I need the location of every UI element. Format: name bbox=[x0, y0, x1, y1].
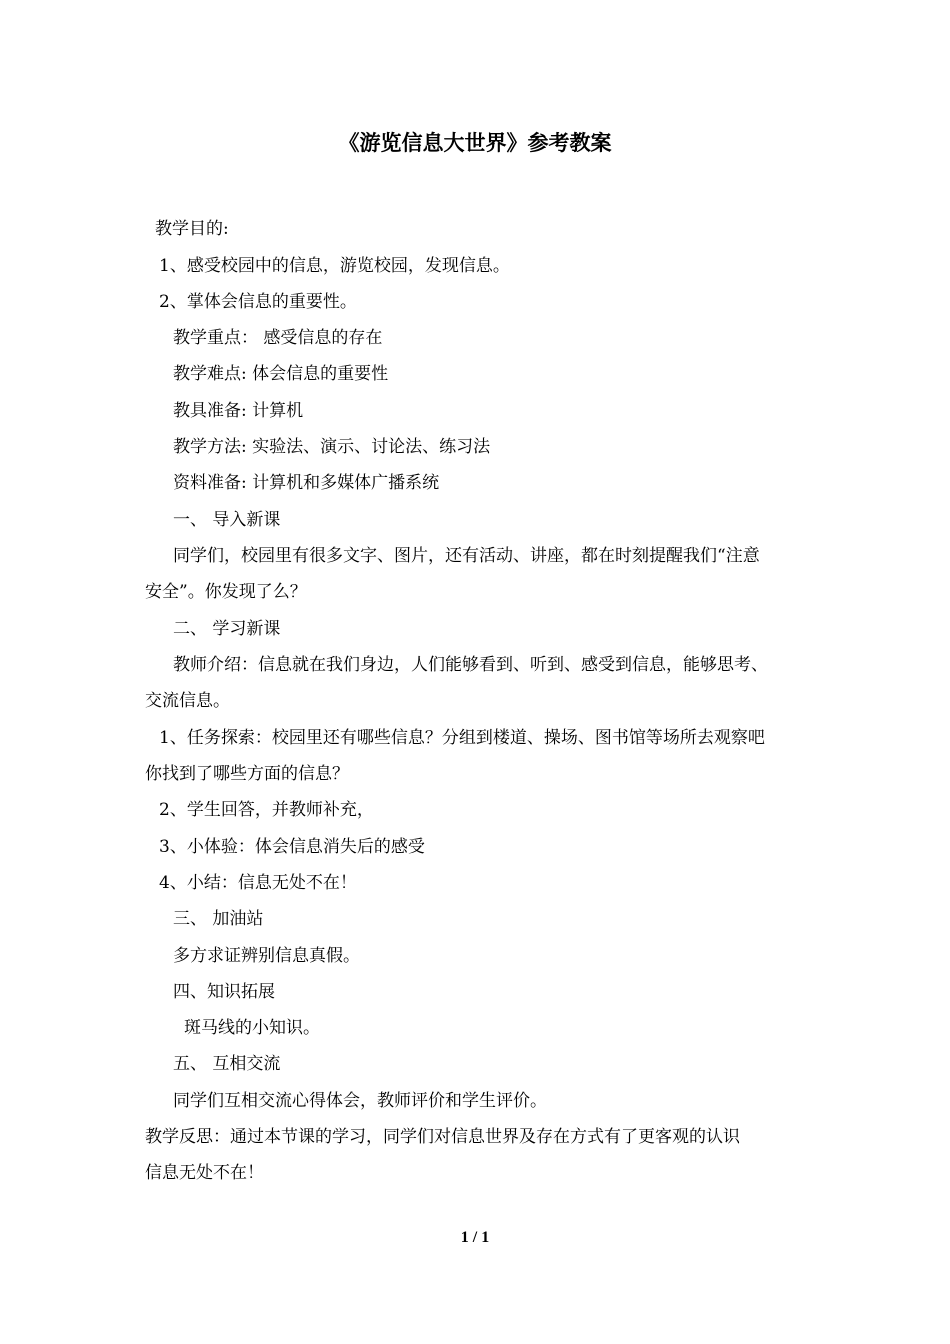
task-3: 3、小体验：体会信息消失后的感受 bbox=[159, 837, 425, 857]
key-point: 教学重点： 感受信息的存在 bbox=[173, 328, 383, 348]
task-4: 4、小结：信息无处不在！ bbox=[159, 873, 357, 893]
section-1-paragraph-line-2: 安全”。你发现了么？ bbox=[145, 582, 307, 602]
methods: 教学方法: 实验法、演示、讨论法、练习法 bbox=[173, 437, 491, 457]
task-1-line-1: 1、任务探索：校园里还有哪些信息？分组到楼道、操场、图书馆等场所去观察吧 bbox=[159, 728, 765, 748]
objective-2: 2、掌体会信息的重要性。 bbox=[159, 292, 357, 312]
page-number: 1 / 1 bbox=[460, 1229, 490, 1246]
section-5-heading: 五、 互相交流 bbox=[173, 1054, 281, 1074]
section-2-paragraph-line-1: 教师介绍：信息就在我们身边，人们能够看到、听到、感受到信息，能够思考、 bbox=[173, 655, 768, 675]
tools: 教具准备: 计算机 bbox=[173, 401, 304, 421]
materials: 资料准备: 计算机和多媒体广播系统 bbox=[173, 473, 440, 493]
section-1-paragraph-line-1: 同学们，校园里有很多文字、图片，还有活动、讲座，都在时刻提醒我们“注意 bbox=[173, 546, 760, 566]
section-2-paragraph-line-2: 交流信息。 bbox=[145, 691, 230, 711]
objective-1: 1、感受校园中的信息，游览校园，发现信息。 bbox=[159, 256, 510, 276]
section-5-paragraph: 同学们互相交流心得体会，教师评价和学生评价。 bbox=[173, 1091, 547, 1111]
task-2: 2、学生回答，并教师补充， bbox=[159, 800, 374, 820]
section-2-heading: 二、 学习新课 bbox=[173, 619, 281, 639]
section-3-heading: 三、 加油站 bbox=[173, 909, 264, 929]
reflection-line-2: 信息无处不在！ bbox=[145, 1163, 264, 1183]
section-3-paragraph: 多方求证辨别信息真假。 bbox=[173, 946, 360, 966]
task-1-line-2: 你找到了哪些方面的信息？ bbox=[145, 764, 349, 784]
document-title: 《游览信息大世界》参考教案 bbox=[338, 131, 612, 155]
difficulty: 教学难点: 体会信息的重要性 bbox=[173, 364, 389, 384]
objectives-heading: 教学目的: bbox=[155, 219, 229, 239]
reflection-line-1: 教学反思：通过本节课的学习，同学们对信息世界及存在方式有了更客观的认识 bbox=[145, 1127, 740, 1147]
section-1-heading: 一、 导入新课 bbox=[173, 510, 281, 530]
section-4-paragraph: 斑马线的小知识。 bbox=[184, 1018, 320, 1038]
section-4-heading: 四、知识拓展 bbox=[173, 982, 275, 1002]
